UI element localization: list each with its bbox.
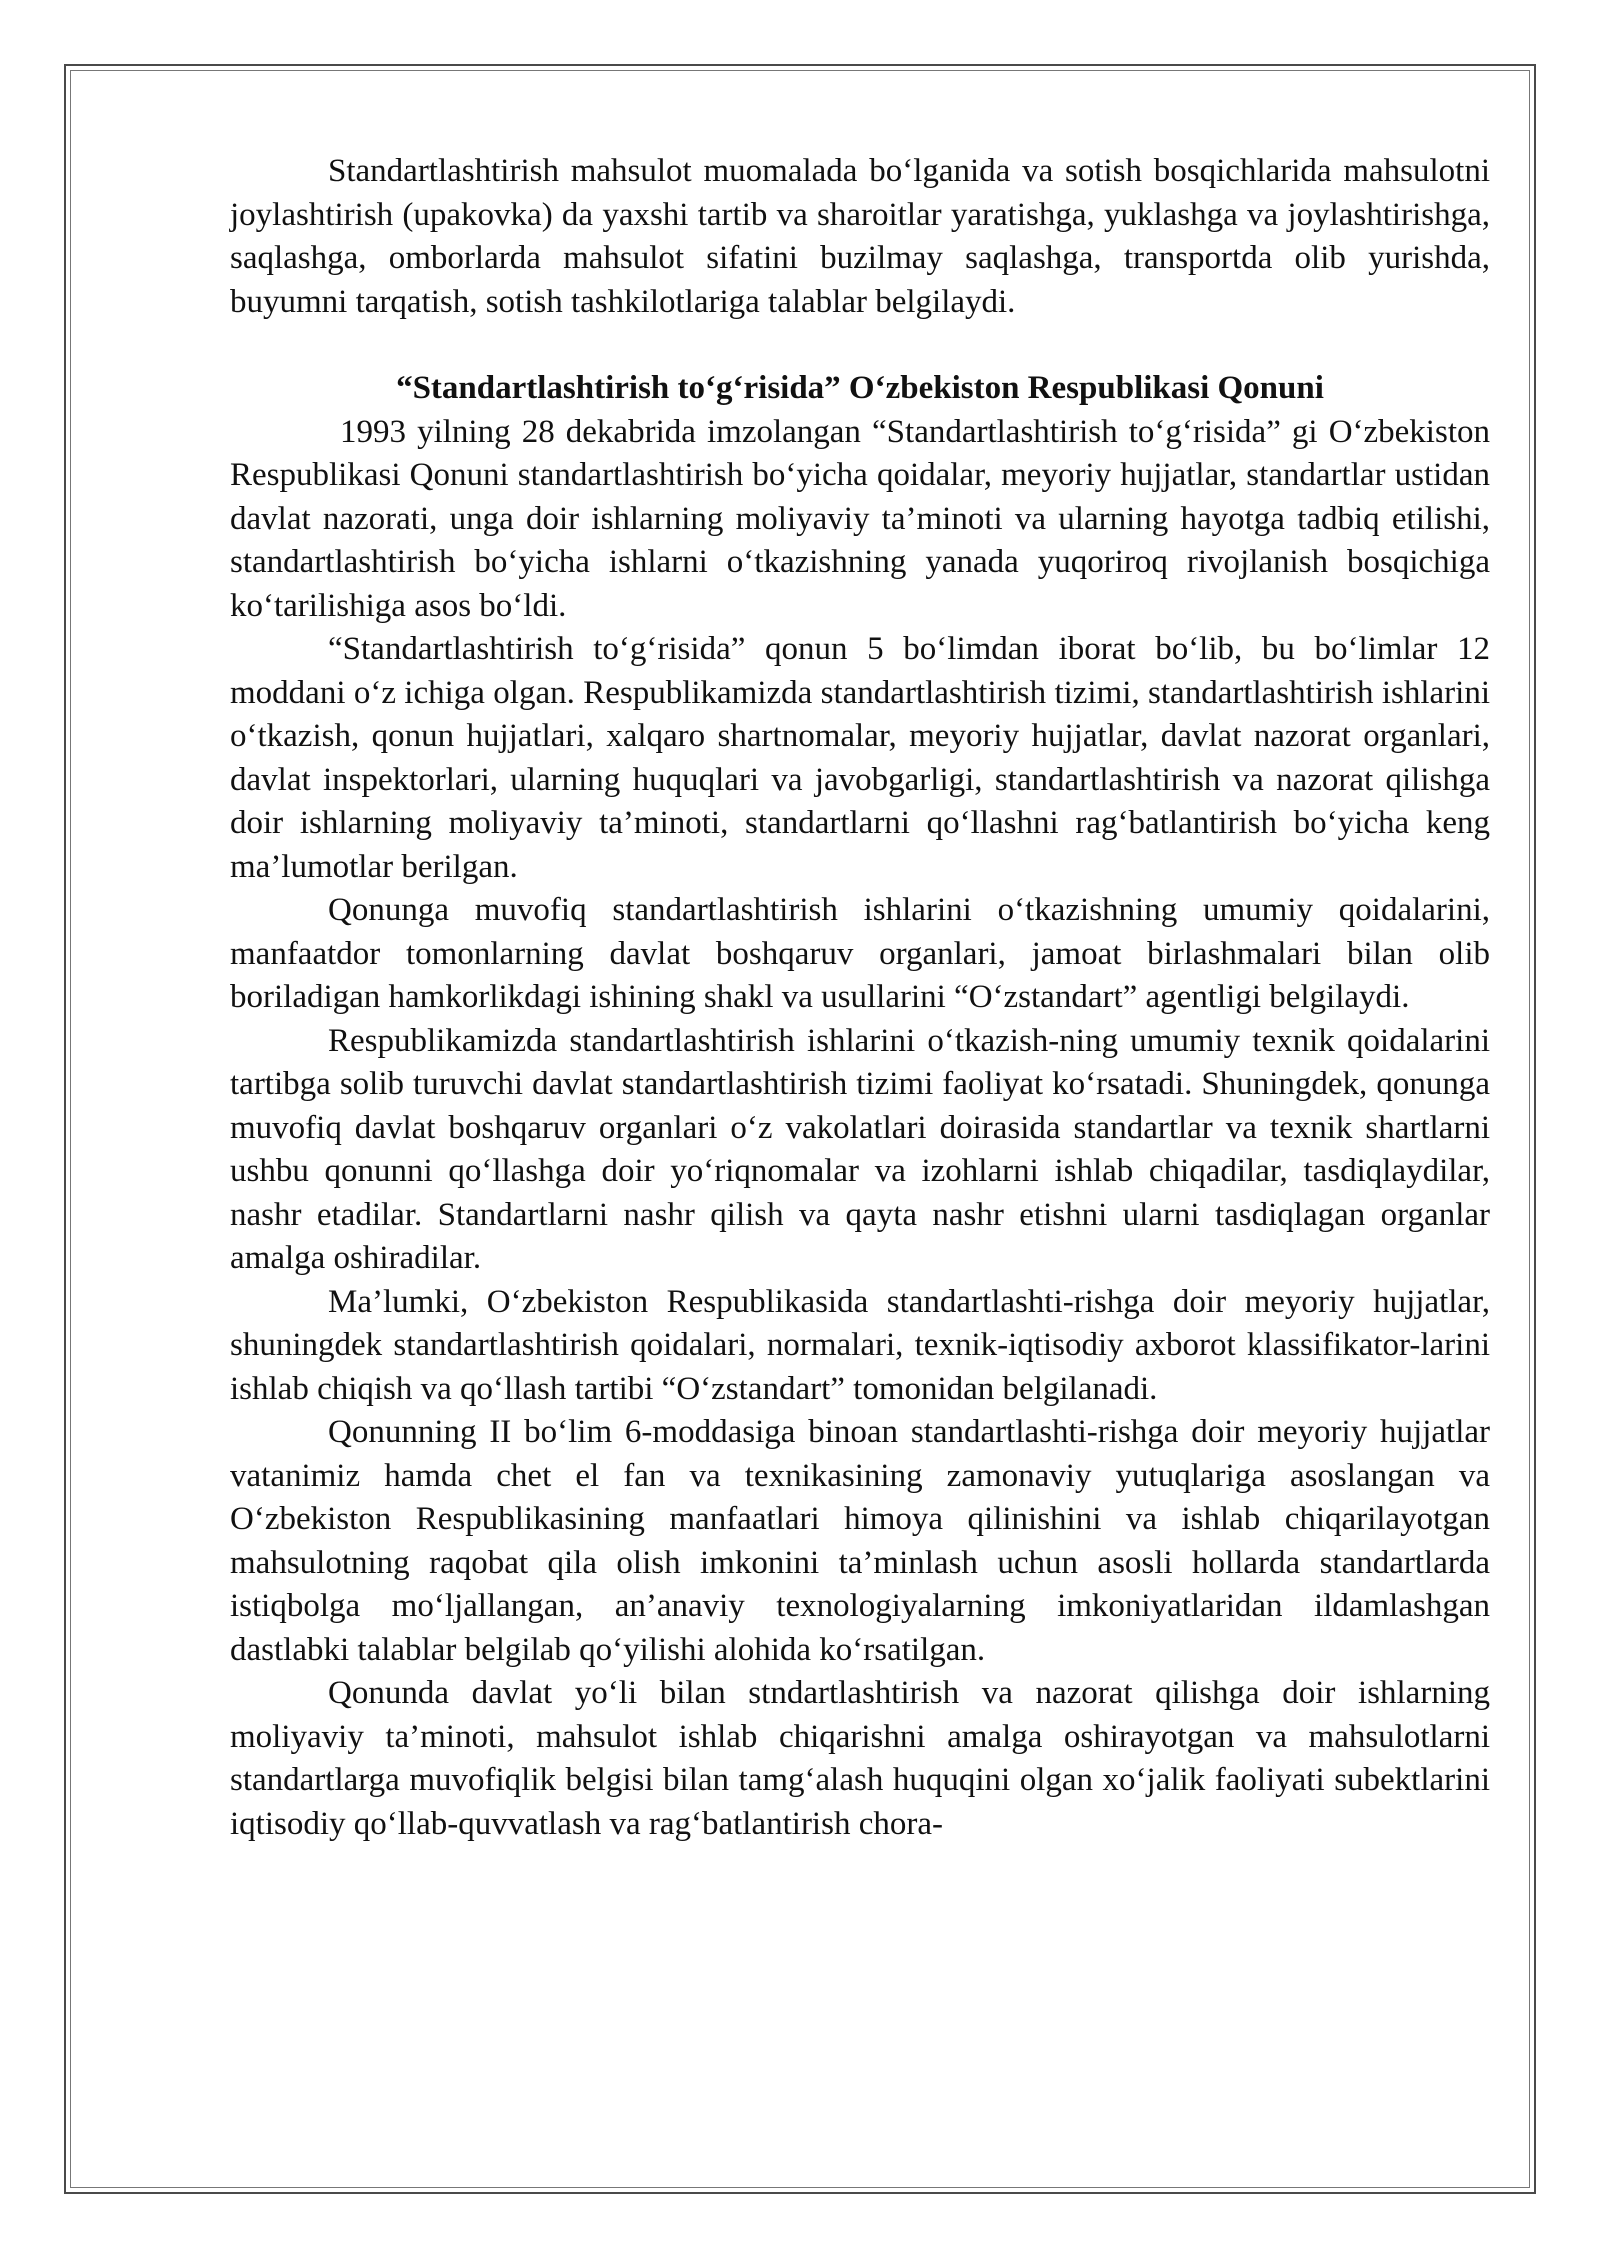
paragraph-6: Qonunning II bo‘lim 6-moddasiga binoan standartlashti-rishga doir meyoriy hujjatlar vatanimiz hamda chet el fan va texnikasining zamonaviy yutuqlariga asoslangan va O‘zbekiston Respublikasining manfaatlari himoya qilinishini va ishlab chiqarilayotgan mahsulotning raqobat qila olish imkonini ta’minlash uchun asosli hollarda standartlarda istiqbolga mo‘ljallangan, an’anaviy texnologiyalarning imkoniyatlaridan ildamlashgan dastlabki talablar belgilab qo‘yilishi alohida ko‘rsatilgan. [230,1414,1490,1668]
paragraph-3: Qonunga muvofiq standartlashtirish ishlarini o‘tkazishning umumiy qoidalarini, manfaatdor tomonlarning davlat boshqaruv organlari, jamoat birlashmalari bilan olib boriladigan hamkorlikdagi ishining shakl va usullarini “O‘zstandart” agentligi belgilaydi. [230,892,1490,1015]
paragraph-7: Qonunda davlat yo‘li bilan stndartlashtirish va nazorat qilishga doir ishlarning moliyaviy ta’minoti, mahsulot ishlab chiqarishni amalga oshirayotgan va mahsulotlarni standartlarga muvofiqlik belgisi bilan tamg‘alash huquqini olgan xo‘jalik faoliyati subektlarini iqtisodiy qo‘llab-quvvatlash va rag‘batlantirish chora- [230,1675,1490,1842]
intro-paragraph: Standartlashtirish mahsulot muomalada bo‘lganida va sotish bosqichlarida mahsulotni joylashtirish (upakovka) da yaxshi tartib va sharoitlar yaratishga, yuklashga va joylashtirishga, saqlashga, omborlarda mahsulot sifatini buzilmay saqlashga, transportda olib yurishda, buyumni tarqatish, sotish tashkilotlariga talablar belgilaydi. [230,153,1490,320]
section-heading: “Standartlashtirish to‘g‘risida” O‘zbekiston Respublikasi Qonuni [396,370,1324,406]
document-body [230,150,1490,1846]
paragraph-4: Respublikamizda standartlashtirish ishlarini o‘tkazish-ning umumiy texnik qoidalarini tartibga solib turuvchi davlat standartlashtirish tizimi faoliyat ko‘rsatadi. Shuningdek, qonunga muvofiq davlat boshqaruv organlari o‘z vakolatlari doirasida standartlar va texnik shartlarni ushbu qonunni qo‘llashga doir yo‘riqnomalar va izohlarni ishlab chiqadilar, tasdiqlaydilar, nashr etadilar. Standartlarni nashr qilish va qayta nashr etishni ularni tasdiqlagan organlar amalga oshiradilar. [230,1022,1490,1276]
paragraph-2: “Standartlashtirish to‘g‘risida” qonun 5 bo‘limdan iborat bo‘lib, bu bo‘limlar 12 moddani o‘z ichiga olgan. Respublikamizda standartlashtirish tizimi, standartlashtirish ishlarini o‘tkazish, qonun hujjatlari, xalqaro shartnomalar, meyoriy hujjatlar, davlat nazorat organlari, davlat inspektorlari, ularning huquqlari va javobgarligi, standartlashtirish va nazorat qilishga doir ishlarning moliyaviy ta’minoti, standartlarni qo‘llashni rag‘batlantirish bo‘yicha keng ma’lumotlar berilgan. [230,631,1490,885]
paragraph-5: Ma’lumki, O‘zbekiston Respublikasida standartlashti-rishga doir meyoriy hujjatlar, shuningdek standartlashtirish qoidalari, normalari, texnik-iqtisodiy axborot klassifikator-larini ishlab chiqish va qo‘llash tartibi “O‘zstandart” tomonidan belgilanadi. [230,1283,1490,1407]
paragraph-1: 1993 yilning 28 dekabrida imzolangan “Standartlashtirish to‘g‘risida” gi O‘zbekiston Respublikasi Qonuni standartlashtirish bo‘yicha qoidalar, meyoriy hujjatlar, standartlar ustidan davlat nazorati, unga doir ishlarning moliyaviy ta’minoti va ularning hayotga tadbiq etilishi, standartlashtirish bo‘yicha ishlarni o‘tkazishning yanada yuqoriroq rivojlanish bosqichiga ko‘tarilishiga asos bo‘ldi. [230,413,1490,624]
